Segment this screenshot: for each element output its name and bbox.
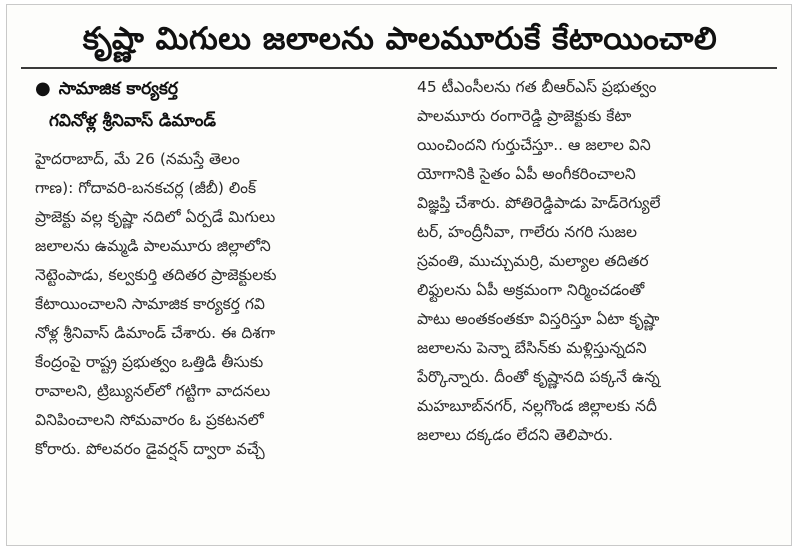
body-line: రావాలని, ట్రిబ్యునల్‌లో గట్టిగా వాదనలు xyxy=(35,382,271,400)
news-clipping xyxy=(6,4,792,546)
body-line: ప్రాజెక్టు వల్ల కృష్ణా నదిలో ఏర్పడే మిగులు xyxy=(35,208,276,226)
body-line: యోగానికి సైతం ఏపీ అంగీకరించాలని xyxy=(417,165,636,183)
body-line: లిఫ్టులను ఏపీ అక్రమంగా నిర్మించడంతో xyxy=(417,281,645,299)
body-line: హైదరాబాద్, మే 26 (నమస్తే తెలం xyxy=(35,150,240,168)
body-line: పేర్కొన్నారు. దీంతో కృష్ణానది పక్కనే ఉన్న xyxy=(417,368,660,386)
body-line: నెట్టెంపాడు, కల్వకుర్తి తదితర ప్రాజెక్టులకు xyxy=(35,266,277,284)
body-line: జలాలను ఉమ్మడి పాలమూరు జిల్లాలోని xyxy=(35,237,271,255)
body-line: జలాలను పెన్నా బేసిన్‌కు మళ్లిస్తున్నదని xyxy=(417,339,647,357)
headline-rule xyxy=(21,67,777,69)
body-line: గాణ): గోదావరి-బనకచర్ల (జీబీ) లింక్ xyxy=(35,179,257,197)
body-line: యించిందని గుర్తుచేస్తూ.. ఆ జలాల విని xyxy=(417,136,651,154)
body-line: స్రవంతి, ముచ్చుమర్రి, మల్యాల తదితర xyxy=(417,252,649,270)
body-line: 45 టీఎంసీలను గత బీఆర్‌ఎస్ ప్రభుత్వం xyxy=(417,78,657,96)
byline-role-line xyxy=(35,73,401,105)
byline-name-line xyxy=(35,105,401,137)
body-line: జలాలు దక్కడం లేదని తెలిపారు. xyxy=(417,426,614,444)
body-line: కేంద్రంపై రాష్ట్ర ప్రభుత్వం ఒత్తిడి తీసుకు xyxy=(35,353,264,371)
body-line: కేటాయించాలని సామాజిక కార్యకర్త గవి xyxy=(35,295,265,313)
body-line: మహబూబ్‌నగర్, నల్లగొండ జిల్లాలకు నదీ xyxy=(417,397,657,415)
right-column xyxy=(417,73,783,450)
body-line: వినిపించాలని సోమవారం ఓ ప్రకటనలో xyxy=(35,411,264,429)
byline-role: సామాజిక కార్యకర్త xyxy=(58,79,178,99)
headline: కృష్ణా మిగులు జలాలను పాలమూరుకే కేటాయించాలి xyxy=(82,21,718,57)
body-line: నోళ్ల శ్రీనివాస్ డిమాండ్ చేశారు. ఈ దిశగా xyxy=(35,324,276,342)
body-line: కోరారు. పోలవరం డైవర్షన్ ద్వారా వచ్చే xyxy=(35,440,265,458)
body-line: టర్, హంద్రీనీవా, గాలేరు నగరి సుజల xyxy=(417,223,637,241)
body-line: పాటు అంతకంతకూ విస్తరిస్తూ ఏటా కృష్ణా xyxy=(417,310,660,328)
body-line: విజ్ఞప్తి చేశారు. పోతిరెడ్డిపాడు హెడ్‌రెగ్యులే xyxy=(417,194,661,212)
bullet-icon: ● xyxy=(35,78,51,99)
byline-name: గవినోళ్ల శ్రీనివాస్ డిమాండ్ xyxy=(49,111,216,131)
left-body xyxy=(35,145,401,464)
body-line: పాలమూరు రంగారెడ్డి ప్రాజెక్టుకు కేటా xyxy=(417,107,632,125)
left-column xyxy=(35,73,401,464)
